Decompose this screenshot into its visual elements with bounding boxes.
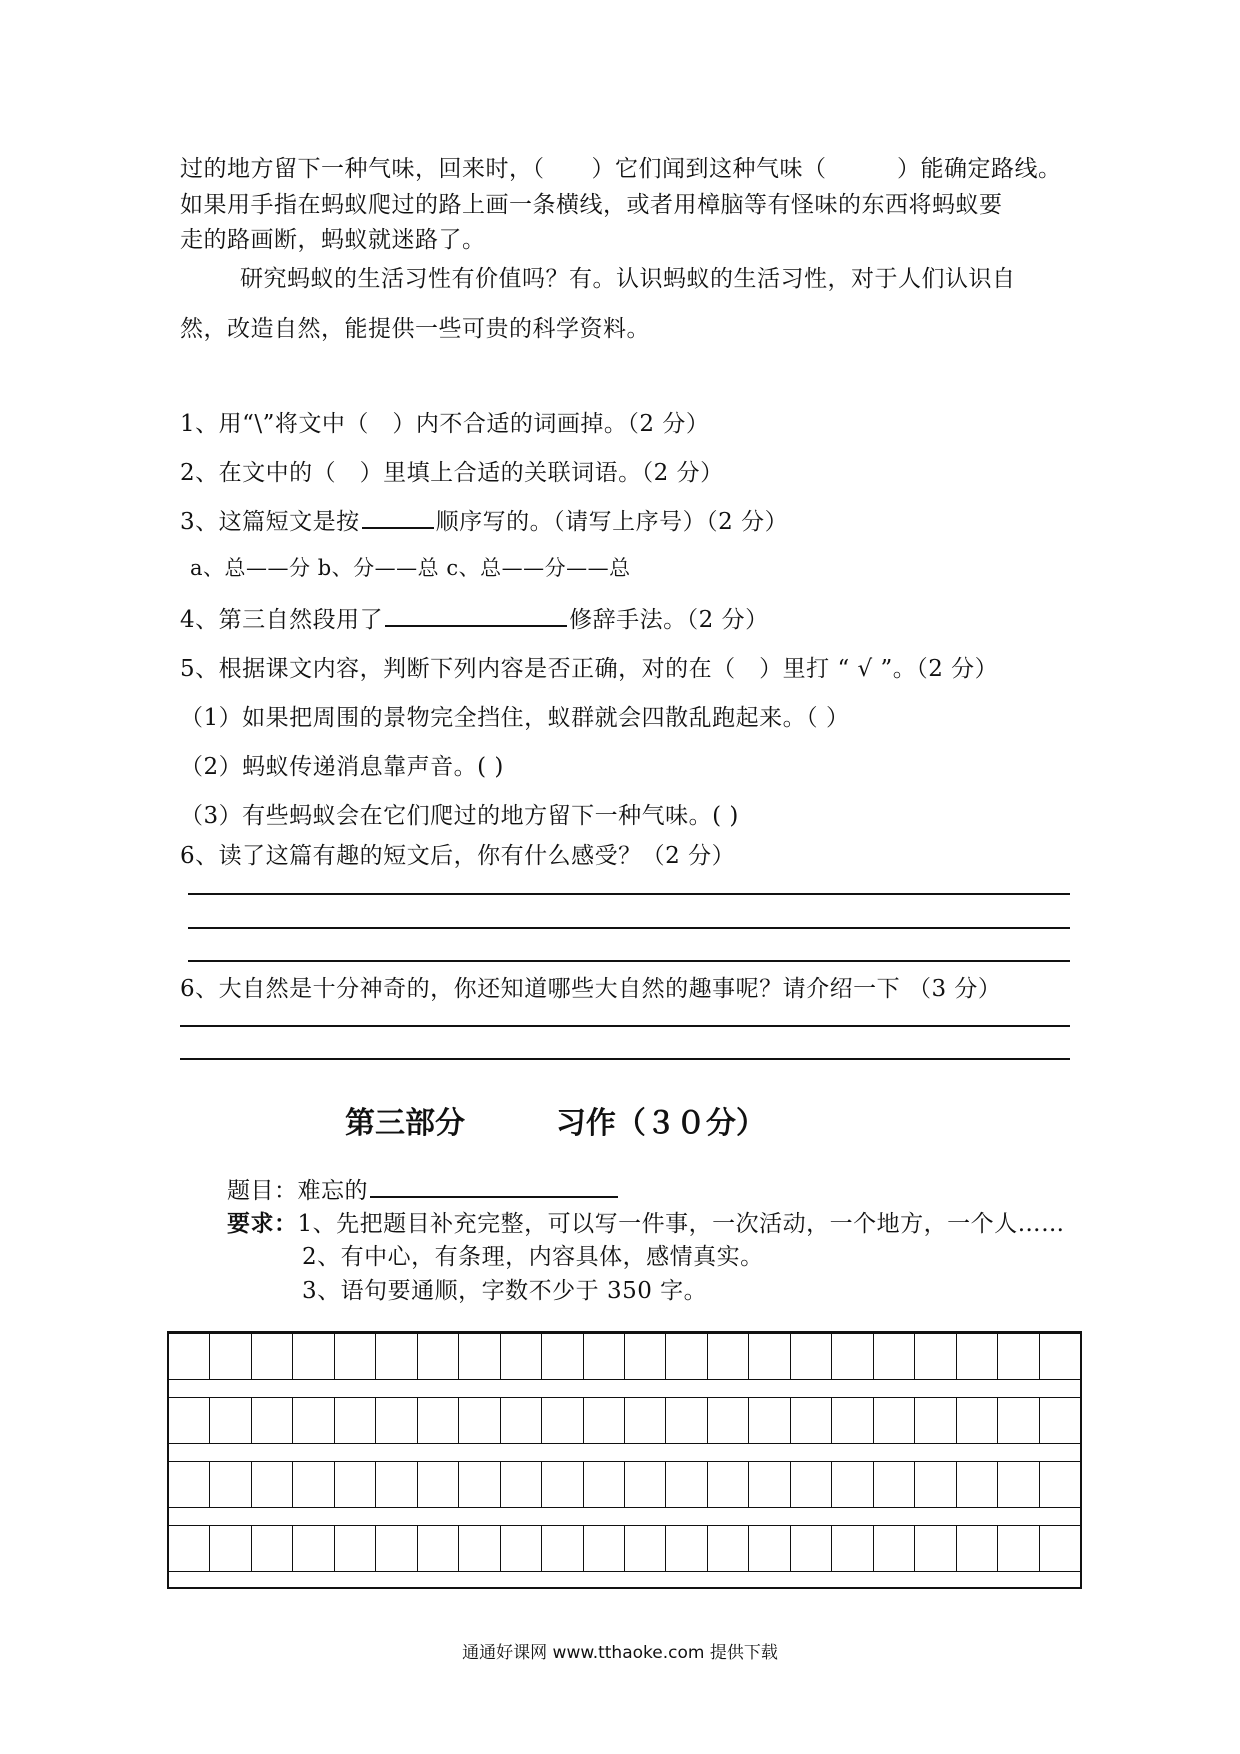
grid-cell[interactable] [957,1462,998,1507]
grid-cell[interactable] [542,1398,583,1443]
grid-cell[interactable] [501,1334,542,1379]
grid-cell[interactable] [957,1334,998,1379]
question-3-options: a、总——分 b、分——总 c、总——分——总 [190,556,631,580]
grid-cell[interactable] [501,1462,542,1507]
essay-requirement-1 [227,1205,1065,1238]
grid-cell[interactable] [335,1462,376,1507]
grid-cell[interactable] [584,1398,625,1443]
question-4-text-end: 修辞手法。（2 分） [569,607,769,633]
grid-cell[interactable] [832,1462,873,1507]
grid-cell[interactable] [915,1334,956,1379]
answer-line[interactable] [188,927,1070,929]
question-3-text: 3、这篇短文是按 [180,509,360,535]
grid-cell[interactable] [501,1398,542,1443]
grid-cell[interactable] [293,1526,334,1571]
grid-cell[interactable] [749,1398,790,1443]
grid-cell[interactable] [293,1334,334,1379]
grid-cell[interactable] [708,1398,749,1443]
essay-topic-blank[interactable] [370,1174,618,1198]
grid-cell[interactable] [210,1462,251,1507]
grid-cell[interactable] [874,1398,915,1443]
grid-cell[interactable] [584,1334,625,1379]
grid-cell[interactable] [708,1526,749,1571]
grid-cell[interactable] [376,1526,417,1571]
grid-cell[interactable] [584,1526,625,1571]
grid-cell[interactable] [832,1398,873,1443]
answer-line[interactable] [188,960,1070,962]
section-name: 习作（３０分） [555,1106,766,1141]
grid-cell[interactable] [542,1462,583,1507]
grid-cell[interactable] [293,1462,334,1507]
grid-cell[interactable] [459,1526,500,1571]
grid-cell[interactable] [791,1334,832,1379]
grid-cell[interactable] [874,1526,915,1571]
grid-cell[interactable] [501,1526,542,1571]
grid-row [169,1461,1080,1508]
passage-line-3: 走的路画断，蚂蚁就迷路了。 [180,227,486,253]
grid-cell[interactable] [169,1526,210,1571]
essay-requirement-1-text: 1、先把题目补充完整，可以写一件事，一次活动，一个地方，一个人…… [297,1211,1065,1237]
grid-cell[interactable] [625,1526,666,1571]
grid-cell[interactable] [666,1398,707,1443]
grid-cell[interactable] [1040,1398,1080,1443]
grid-cell[interactable] [666,1462,707,1507]
grid-cell[interactable] [252,1398,293,1443]
grid-cell[interactable] [874,1334,915,1379]
essay-requirement-label: 要求： [227,1210,298,1237]
grid-cell[interactable] [998,1398,1039,1443]
question-3-text-end: 顺序写的。（请写上序号）（2 分） [435,509,789,535]
grid-cell[interactable] [418,1334,459,1379]
grid-cell[interactable] [666,1334,707,1379]
grid-cell[interactable] [376,1398,417,1443]
grid-cell[interactable] [376,1462,417,1507]
grid-cell[interactable] [832,1526,873,1571]
grid-cell[interactable] [584,1462,625,1507]
grid-cell[interactable] [915,1526,956,1571]
grid-cell[interactable] [459,1462,500,1507]
grid-cell[interactable] [915,1398,956,1443]
grid-cell[interactable] [791,1526,832,1571]
question-5-item-3: （3）有些蚂蚁会在它们爬过的地方留下一种气味。( ) [180,803,739,829]
section-title [345,1098,766,1142]
essay-requirement-2: 2、有中心，有条理，内容具体，感情真实。 [302,1244,764,1270]
grid-cell[interactable] [666,1526,707,1571]
passage-line-5: 然，改造自然，能提供一些可贵的科学资料。 [180,316,650,342]
grid-cell[interactable] [708,1334,749,1379]
passage-line-4: 研究蚂蚁的生活习性有价值吗？有。认识蚂蚁的生活习性，对于人们认识自 [240,266,1016,292]
grid-cell[interactable] [459,1398,500,1443]
grid-cell[interactable] [252,1334,293,1379]
grid-cell[interactable] [210,1334,251,1379]
grid-cell[interactable] [542,1526,583,1571]
grid-cell[interactable] [874,1462,915,1507]
footer-text: 通通好课网 www.tthaoke.com 提供下载 [462,1643,778,1663]
grid-cell[interactable] [335,1526,376,1571]
question-5-item-1: （1）如果把周围的景物完全挡住，蚁群就会四散乱跑起来。（ ） [180,705,850,731]
grid-cell[interactable] [418,1526,459,1571]
grid-cell[interactable] [998,1334,1039,1379]
answer-line[interactable] [188,893,1070,895]
grid-cell[interactable] [915,1462,956,1507]
grid-cell[interactable] [957,1398,998,1443]
grid-cell[interactable] [625,1334,666,1379]
passage-line-2: 如果用手指在蚂蚁爬过的路上画一条横线，或者用樟脑等有怪味的东西将蚂蚁要 [180,192,1003,218]
question-5-item-2: （2）蚂蚁传递消息靠声音。( ) [180,754,504,780]
grid-cell[interactable] [169,1462,210,1507]
grid-cell[interactable] [252,1526,293,1571]
grid-cell[interactable] [749,1462,790,1507]
grid-cell[interactable] [376,1334,417,1379]
grid-cell[interactable] [169,1334,210,1379]
grid-cell[interactable] [625,1462,666,1507]
grid-cell[interactable] [1040,1462,1080,1507]
question-4-text: 4、第三自然段用了 [180,607,384,633]
answer-line[interactable] [180,1058,1070,1060]
grid-cell[interactable] [335,1398,376,1443]
writing-grid[interactable] [167,1331,1082,1589]
essay-topic-label: 题目：难忘的 [227,1178,368,1204]
grid-cell[interactable] [998,1526,1039,1571]
grid-cell[interactable] [749,1334,790,1379]
question-5: 5、根据课文内容，判断下列内容是否正确，对的在（ ）里打 “ √ ”。（2 分） [180,656,999,682]
grid-cell[interactable] [210,1398,251,1443]
grid-cell[interactable] [791,1398,832,1443]
grid-cell[interactable] [252,1462,293,1507]
grid-cell[interactable] [957,1526,998,1571]
section-part: 第三部分 [345,1106,465,1141]
grid-cell[interactable] [210,1526,251,1571]
grid-cell[interactable] [749,1526,790,1571]
grid-cell[interactable] [418,1398,459,1443]
grid-cell[interactable] [418,1462,459,1507]
grid-cell[interactable] [169,1398,210,1443]
grid-cell[interactable] [293,1398,334,1443]
question-1: 1、用“\”将文中（ ）内不合适的词画掉。（2 分） [180,411,710,437]
grid-cell[interactable] [832,1334,873,1379]
question-6: 6、读了这篇有趣的短文后，你有什么感受？（2 分） [180,843,736,869]
question-4 [180,601,769,634]
grid-cell[interactable] [625,1398,666,1443]
question-3-blank[interactable] [362,505,434,529]
grid-cell[interactable] [708,1462,749,1507]
grid-cell[interactable] [459,1334,500,1379]
question-7: 6、大自然是十分神奇的，你还知道哪些大自然的趣事呢？请介绍一下 （3 分） [180,976,1002,1002]
question-4-blank[interactable] [385,603,567,627]
grid-cell[interactable] [542,1334,583,1379]
question-3 [180,503,788,536]
grid-row [169,1397,1080,1444]
answer-line[interactable] [180,1025,1070,1027]
essay-topic [227,1172,620,1205]
grid-row [169,1333,1080,1380]
grid-cell[interactable] [1040,1526,1080,1571]
grid-cell[interactable] [335,1334,376,1379]
grid-row [169,1525,1080,1572]
grid-cell[interactable] [1040,1334,1080,1379]
question-2: 2、在文中的（ ）里填上合适的关联词语。（2 分） [180,460,724,486]
grid-cell[interactable] [998,1462,1039,1507]
passage-line-1: 过的地方留下一种气味，回来时，（ ）它们闻到这种气味（ ）能确定路线。 [180,156,1062,182]
essay-requirement-3: 3、语句要通顺，字数不少于 350 字。 [302,1278,708,1304]
grid-cell[interactable] [791,1462,832,1507]
